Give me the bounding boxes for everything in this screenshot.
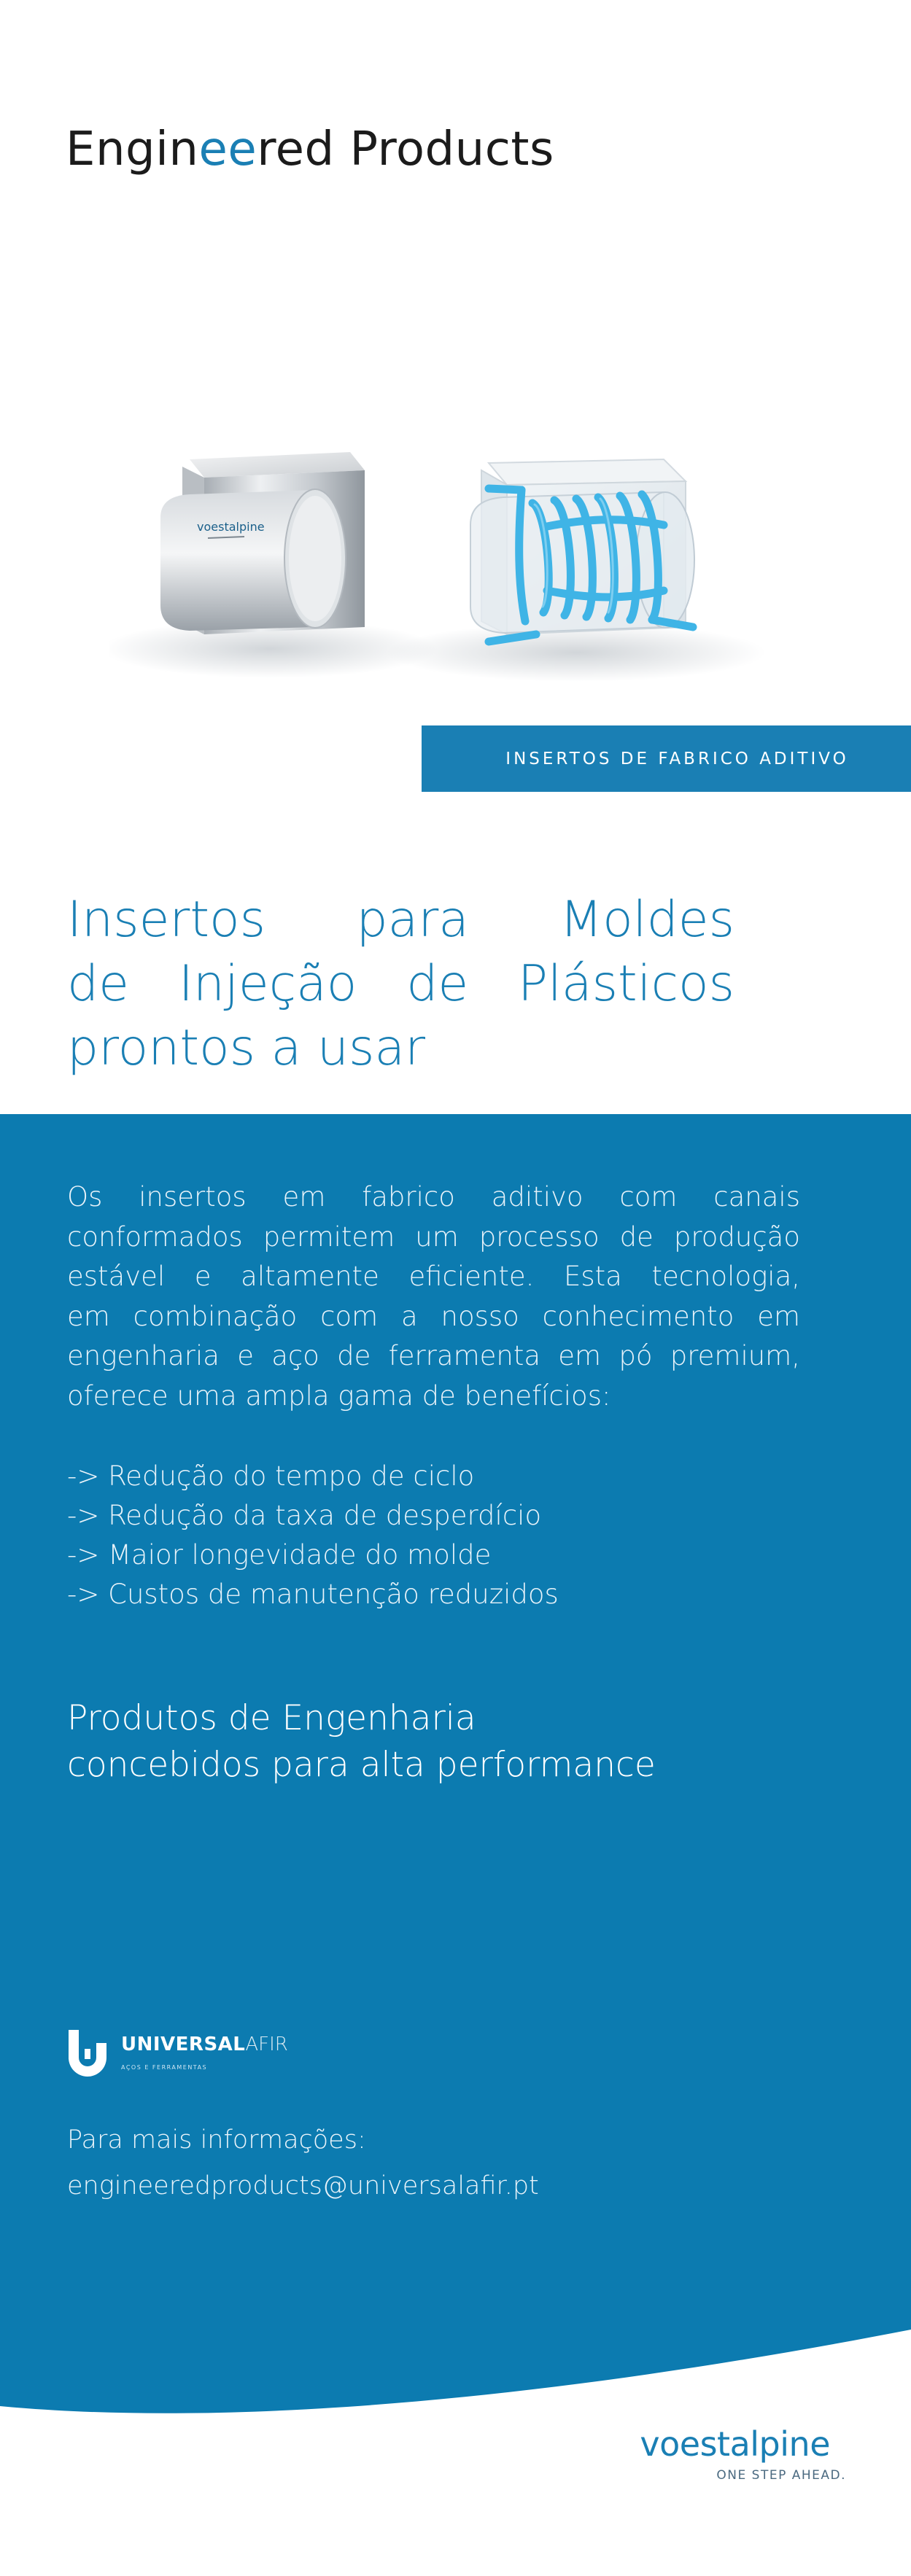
paragraph-line: conformados permitem um processo de produção xyxy=(67,1221,800,1253)
benefits-list xyxy=(67,1457,796,1614)
title-part-1: Engin xyxy=(66,122,199,176)
headline xyxy=(67,888,734,1081)
image-caption: INSERTOS DE FABRICO ADITIVO xyxy=(422,725,911,792)
paragraph-line: Os insertos em fabrico aditivo com canais xyxy=(67,1181,800,1213)
brand-tagline: ONE STEP AHEAD. xyxy=(716,2468,846,2483)
product-image xyxy=(109,408,766,685)
contact-label: Para mais informações: xyxy=(67,2125,366,2155)
benefit-item: -> Redução do tempo de ciclo xyxy=(67,1460,475,1492)
partner-subtitle: AÇOS E FERRAMENTAS xyxy=(121,2064,208,2071)
brand-name: voestalpine xyxy=(640,2424,830,2464)
paragraph-line: estável e altamente eficiente. Esta tecnologia, xyxy=(67,1261,800,1292)
intro-paragraph xyxy=(67,1178,800,1416)
brand-logo xyxy=(598,2424,846,2483)
partner-name-light: AFIR xyxy=(245,2034,288,2055)
tagline-line-1: Produtos de Engenharia xyxy=(67,1698,476,1738)
partner-name xyxy=(121,2034,288,2079)
headline-line-1: Insertos para Moldes xyxy=(67,891,734,949)
title-accent: ee xyxy=(198,122,257,176)
headline-line-3: prontos a usar xyxy=(67,1019,426,1077)
paragraph-line: engenharia e aço de ferramenta em pó premium, xyxy=(67,1340,800,1371)
product-engraving: voestalpine xyxy=(197,520,265,534)
paragraph-line: em combinação com a nosso conhecimento em xyxy=(67,1300,800,1332)
benefit-item: -> Redução da taxa de desperdício xyxy=(67,1500,542,1531)
headline-line-2: de Injeção de Plásticos xyxy=(67,955,734,1013)
tagline xyxy=(67,1695,833,1789)
page-title xyxy=(66,122,554,176)
partner-logo xyxy=(67,2027,288,2085)
paragraph-line: oferece uma ampla gama de benefícios: xyxy=(67,1380,611,1412)
title-part-2: red Products xyxy=(257,122,554,176)
universal-afir-logo-icon xyxy=(67,2028,108,2084)
benefit-item: -> Maior longevidade do molde xyxy=(67,1539,492,1571)
benefit-item: -> Custos de manutenção reduzidos xyxy=(67,1579,559,1610)
contact-email-link[interactable]: engineeredproducts@universalafir.pt xyxy=(67,2171,539,2201)
tagline-line-2: concebidos para alta performance xyxy=(67,1745,656,1785)
partner-name-bold: UNIVERSAL xyxy=(121,2034,246,2055)
